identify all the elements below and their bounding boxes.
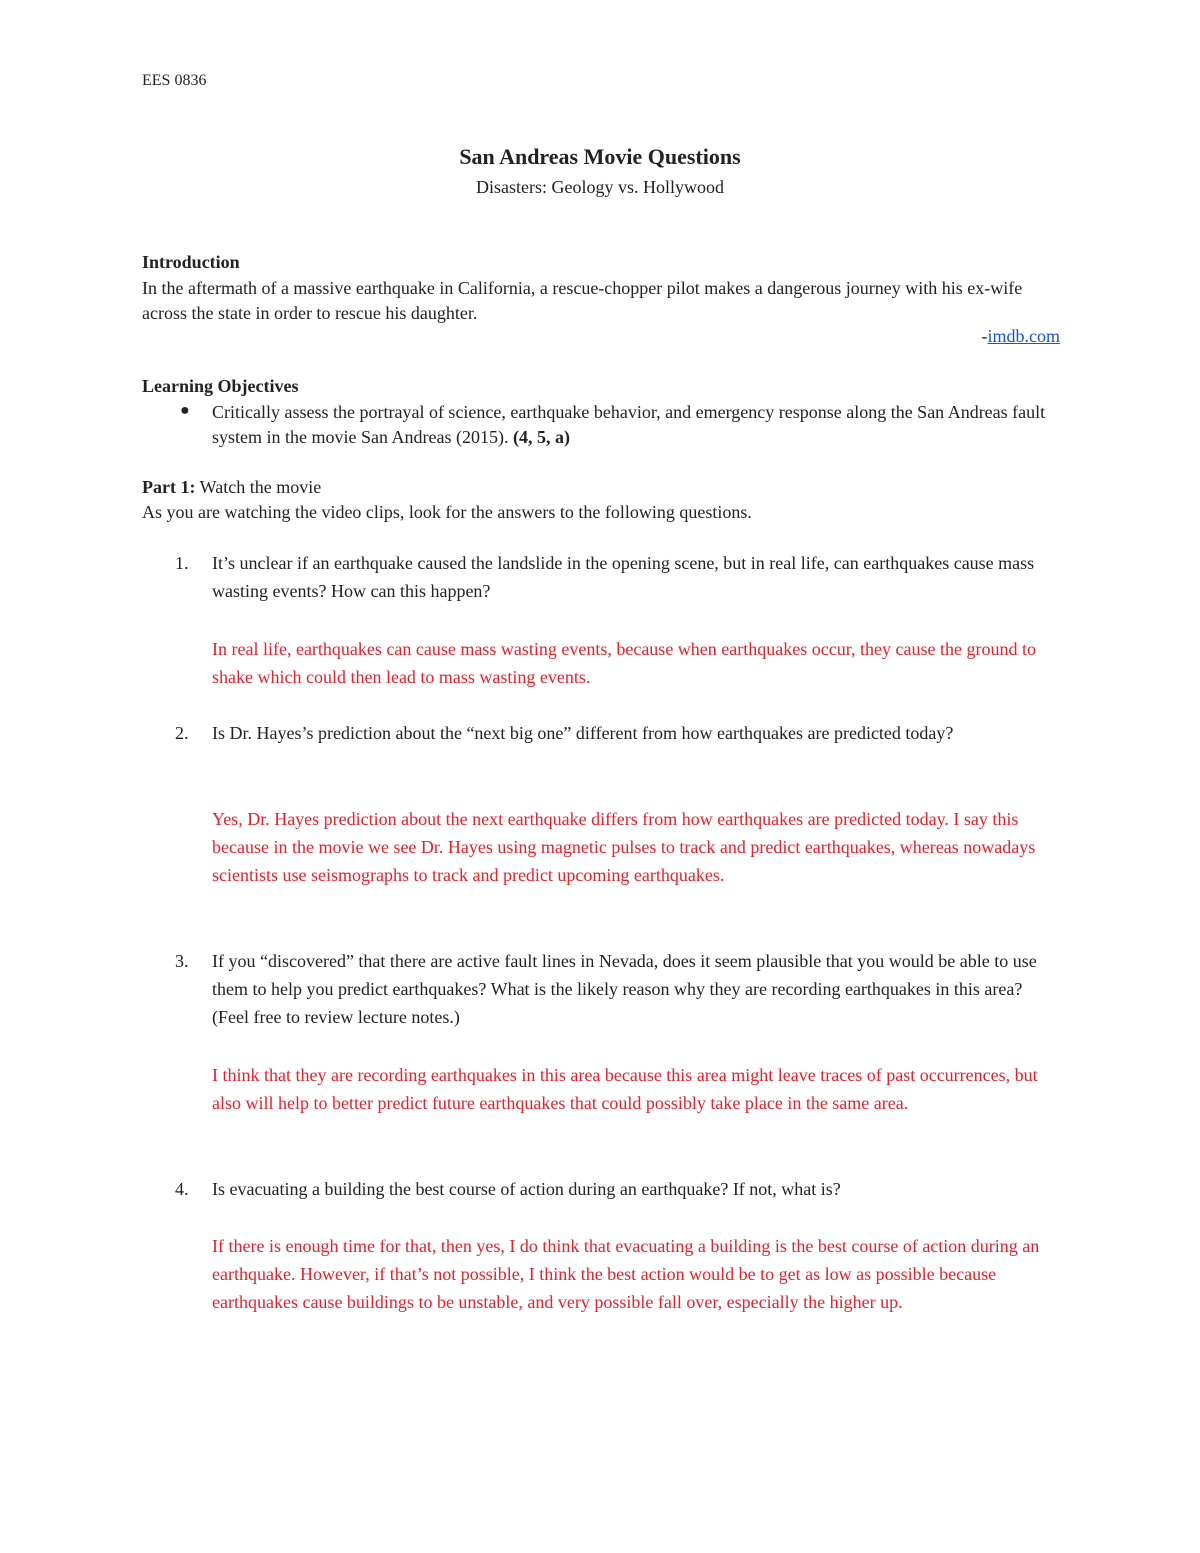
answer-text: I think that they are recording earthquakes in this area because this area might leave traces of past occurrences, but also will help to better predict future earthquakes that could possibly take place in the same area. xyxy=(212,1065,1038,1113)
question-number: 2. xyxy=(175,723,189,743)
learning-objectives-heading: Learning Objectives xyxy=(142,376,299,396)
part1-label: Part 1: xyxy=(142,477,196,497)
part1-title: Watch the movie xyxy=(199,477,322,497)
question-text: It’s unclear if an earthquake caused the landslide in the opening scene, but in real life, can earthquakes cause mass wasting events? How can this happen? xyxy=(212,553,1035,601)
source-credit xyxy=(982,326,1061,347)
page-title: San Andreas Movie Questions xyxy=(459,144,741,169)
question-number: 4. xyxy=(175,1179,189,1199)
question-text: If you “discovered” that there are active fault lines in Nevada, does it seem plausible that you would be able to use them to help you predict earthquakes? What is the likely reason why they are recording earthquakes in this area? (Feel free to review lecture notes.) xyxy=(212,951,1037,1027)
introduction-text: In the aftermath of a massive earthquake in California, a rescue-chopper pilot makes a dangerous journey with his ex-wife across the state in order to rescue his daughter. xyxy=(142,278,1023,323)
answer-text: In real life, earthquakes can cause mass wasting events, because when earthquakes occur, they cause the ground to shake which could then lead to mass wasting events. xyxy=(212,639,1036,687)
objective-text xyxy=(212,400,1062,450)
objective-tag: (4, 5, a) xyxy=(512,427,570,447)
credit-prefix: - xyxy=(981,326,988,346)
course-code: EES 0836 xyxy=(142,72,207,89)
objective-body: Critically assess the portrayal of science, earthquake behavior, and emergency response along the San Andreas fault system in the movie San Andreas (2015). xyxy=(212,402,1046,447)
page-subtitle: Disasters: Geology vs. Hollywood xyxy=(476,177,724,197)
bullet-icon: ● xyxy=(180,402,190,419)
part1-heading xyxy=(142,475,1062,500)
introduction-heading: Introduction xyxy=(142,252,240,272)
question-text: Is Dr. Hayes’s prediction about the “next big one” different from how earthquakes are predicted today? xyxy=(212,723,954,743)
question-text: Is evacuating a building the best course of action during an earthquake? If not, what is? xyxy=(212,1179,841,1199)
question-number: 1. xyxy=(175,553,189,573)
part1-instructions: As you are watching the video clips, look for the answers to the following questions. xyxy=(142,502,752,522)
question-number: 3. xyxy=(175,951,189,971)
imdb-link[interactable]: imdb.com xyxy=(987,326,1060,346)
answer-text: If there is enough time for that, then yes, I do think that evacuating a building is the best course of action during an earthquake. However, if that’s not possible, I think the best action would be to get as low as possible because earthquakes cause buildings to be unstable, and very possible fall over, especially the higher up. xyxy=(212,1236,1040,1312)
answer-text: Yes, Dr. Hayes prediction about the next earthquake differs from how earthquakes are predicted today. I say this because in the movie we see Dr. Hayes using magnetic pulses to track and predict earthquakes, whereas nowadays scientists use seismographs to track and predict upcoming earthquakes. xyxy=(212,809,1036,885)
